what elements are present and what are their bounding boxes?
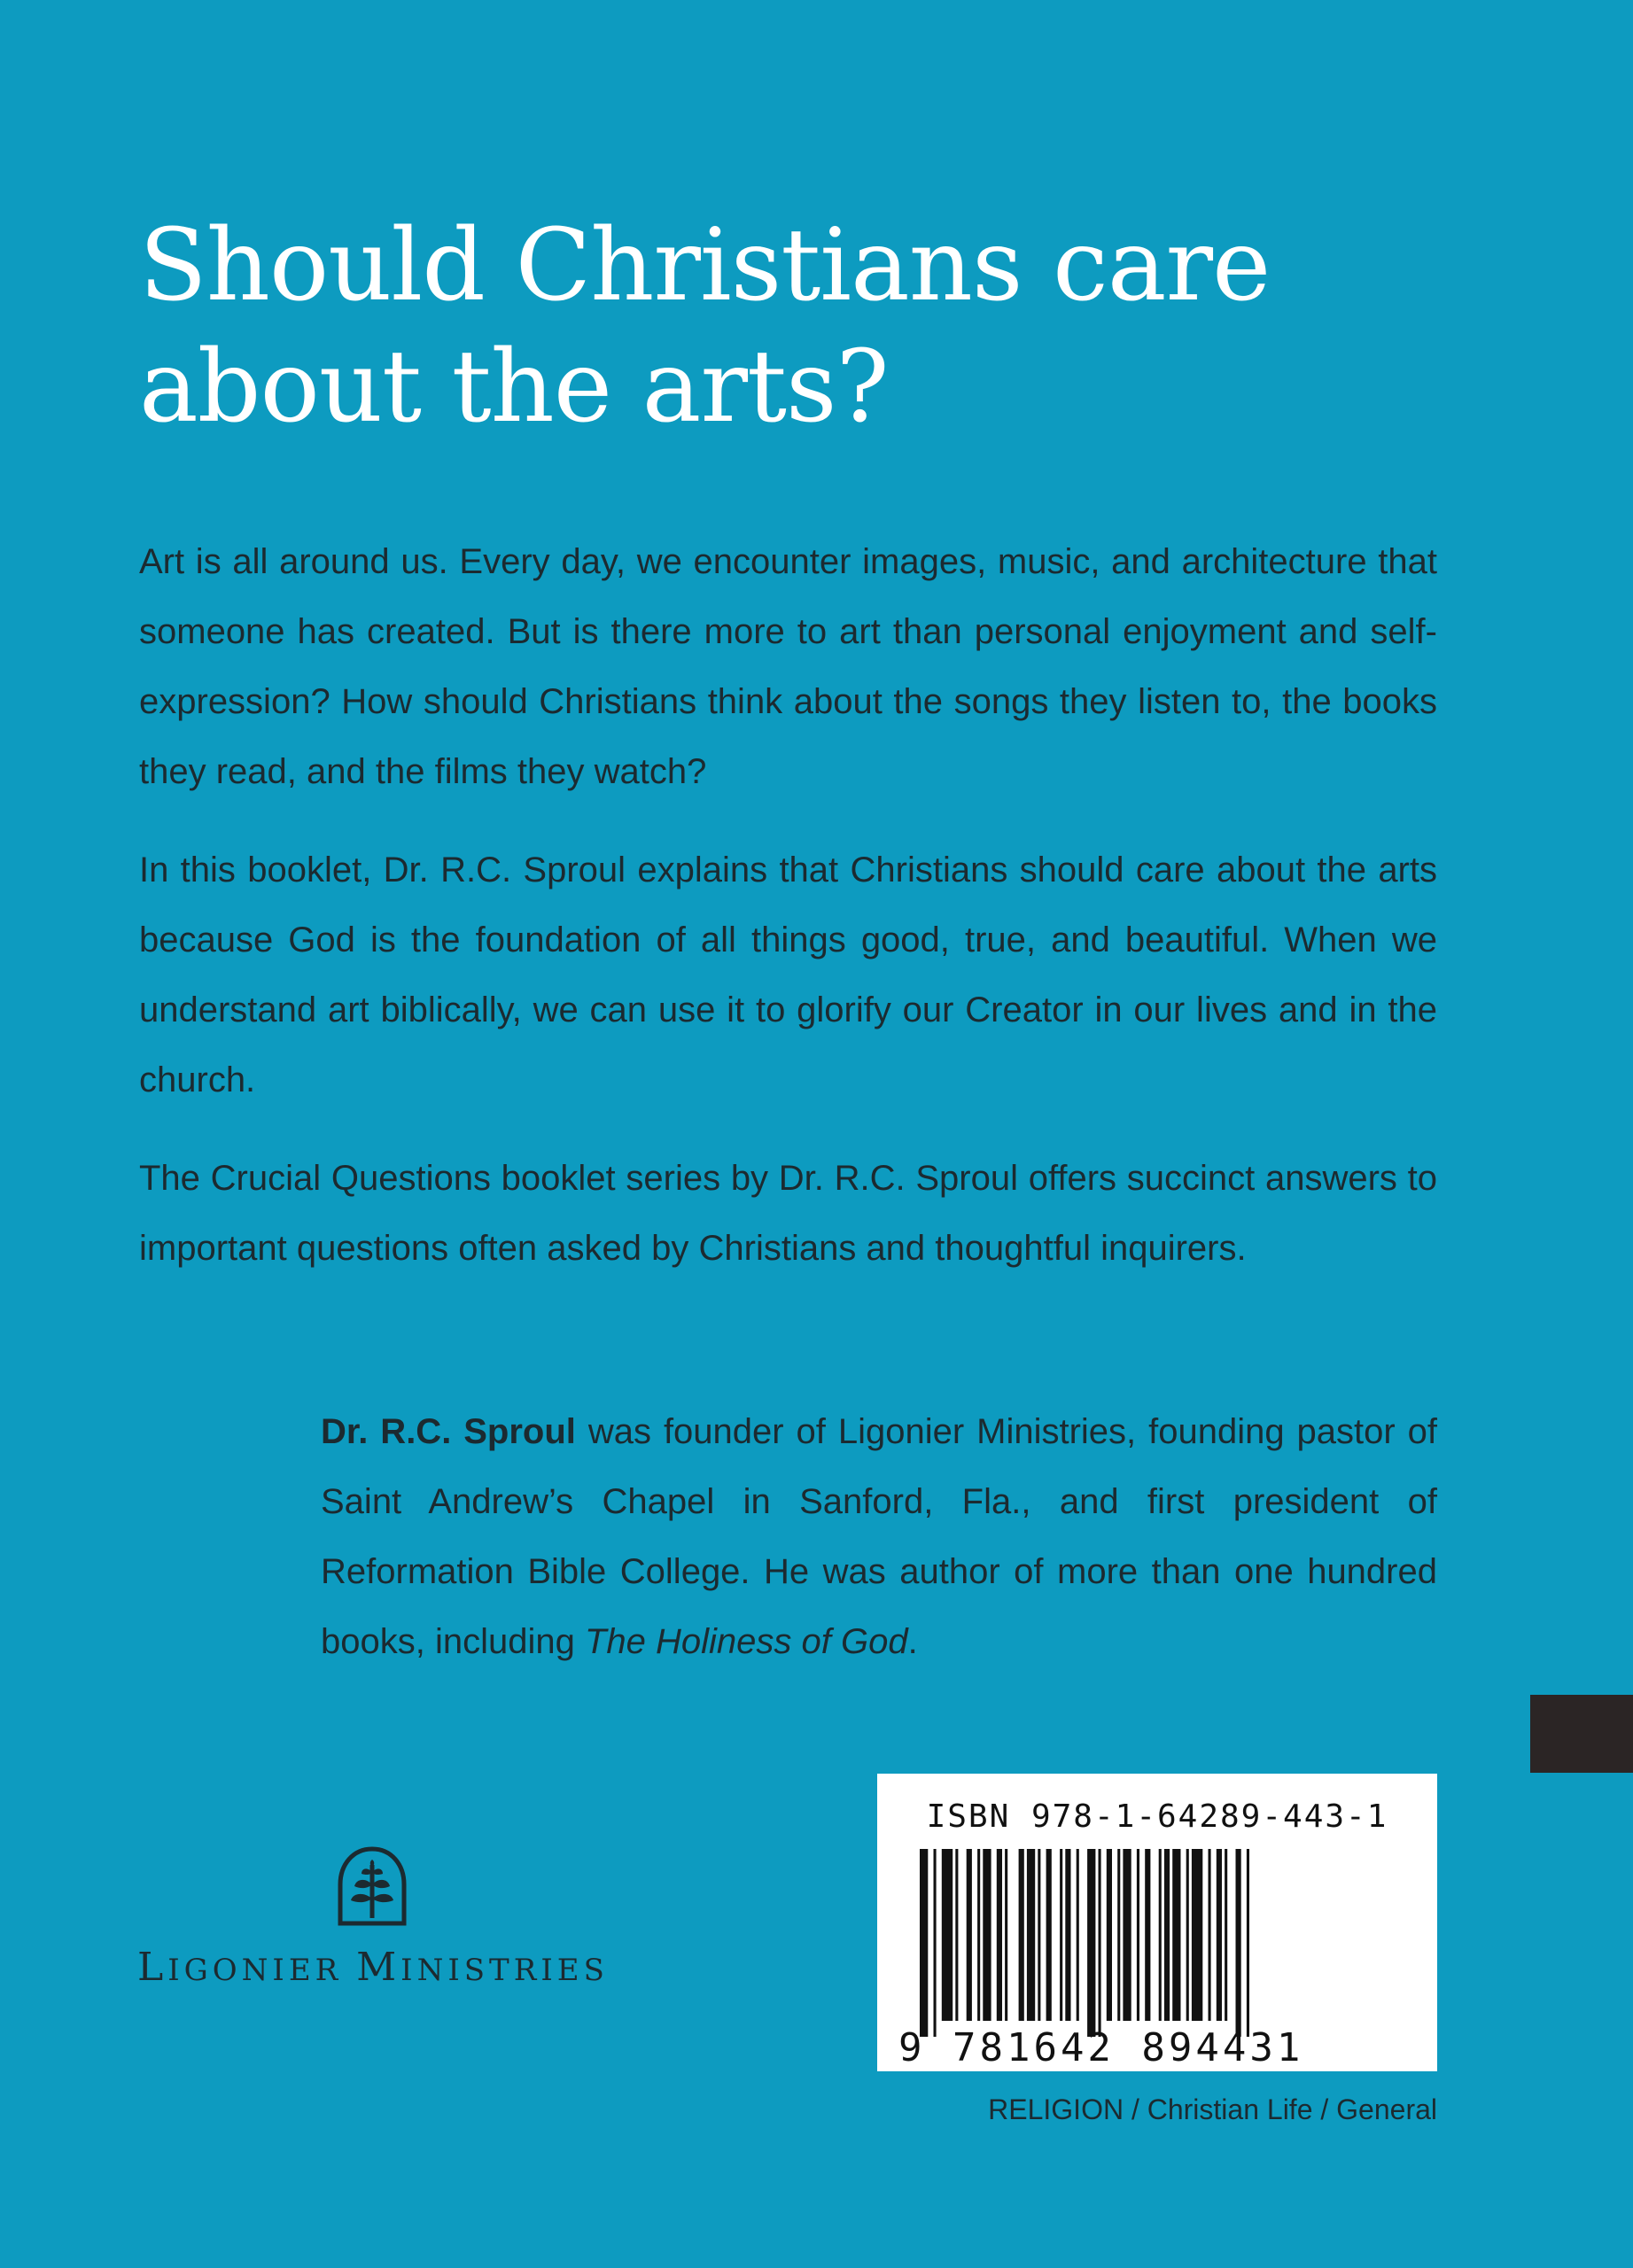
barcode-bar	[1209, 1849, 1211, 2021]
description-paragraph: In this booklet, Dr. R.C. Sproul explains that Christians should care about the arts because God is the foundation of all things good, true, and beautiful. When we understand art biblically, we can use it to glorify our Creator in our lives and in the church.	[139, 850, 1437, 1099]
barcode-bar	[1225, 1849, 1227, 2021]
description-paragraph: Art is all around us. Every day, we encounter images, music, and architecture that someone has created. But is there more to art than personal enjoyment and self-expression? How should Christians think about the songs they listen to, the books they read, and the films they watch?	[139, 542, 1437, 791]
description-paragraph: The Crucial Questions booklet series by Dr. R.C. Sproul offers succinct answers to important questions often asked by Christians and thoughtful inquirers.	[139, 1159, 1437, 1268]
publisher-name	[137, 1945, 642, 1990]
headline-line-2: about the arts?	[139, 330, 889, 445]
book-title: The Holiness of God	[584, 1622, 908, 1661]
barcode-bar	[1099, 1849, 1101, 2037]
barcode-bar	[920, 1849, 928, 2037]
barcode-bar	[1117, 1849, 1120, 2021]
barcode-bar	[1172, 1849, 1180, 2021]
category-label: RELIGION / Christian Life / General	[988, 2093, 1437, 2125]
tree-in-arch-icon	[335, 1845, 409, 1929]
barcode-bar	[977, 1849, 980, 2021]
barcode-bar	[1087, 1849, 1095, 2037]
spine-tab	[1530, 1695, 1633, 1773]
publisher-name-part: IGONIER	[167, 1953, 357, 1988]
barcode-bar	[1038, 1849, 1040, 2021]
barcode-bar	[934, 1849, 937, 2037]
barcode-bar	[1159, 1849, 1162, 2021]
author-name: Dr. R.C. Sproul	[321, 1412, 576, 1451]
barcode-bar	[1077, 1849, 1079, 2021]
barcode-bar	[1060, 1849, 1062, 2021]
barcode-bar	[955, 1849, 958, 2021]
headline-line-1: Should Christians care	[139, 208, 1271, 323]
barcode-bar	[1164, 1849, 1170, 2021]
publisher-logo	[137, 1845, 642, 1990]
description	[139, 527, 1437, 1312]
barcode-bar	[1236, 1849, 1241, 2037]
barcode-bar	[1145, 1849, 1150, 2021]
barcode-bars	[877, 1849, 1437, 2037]
publisher-name-initial: M	[356, 1945, 401, 1990]
publisher-name-initial: L	[137, 1945, 168, 1990]
author-bio	[321, 1397, 1437, 1677]
barcode-digits: 9 781642 894431	[898, 2025, 1304, 2070]
barcode-bar	[1192, 1849, 1202, 2021]
author-bio-end: .	[907, 1622, 918, 1661]
barcode-bar	[1065, 1849, 1070, 2021]
barcode-bar	[1137, 1849, 1139, 2021]
barcode-bar	[1046, 1849, 1052, 2021]
barcode-bar	[1247, 1849, 1249, 2037]
headline	[139, 206, 1424, 448]
barcode-bar	[1005, 1849, 1007, 2021]
barcode-bar	[997, 1849, 1002, 2021]
barcode-bar	[942, 1849, 953, 2021]
barcode-bar	[1107, 1849, 1112, 2021]
author-bio-text: was founder of Ligonier Ministries, founding pastor of Saint Andrew’s Chapel in Sanford, Fla., and first president of Reformation Bible College. He was author of more than one hundred books, including	[321, 1412, 1437, 1661]
publisher-name-part: INISTRIES	[400, 1953, 609, 1988]
barcode-bar	[1019, 1849, 1024, 2021]
barcode-bar	[1186, 1849, 1189, 2021]
barcode	[877, 1774, 1437, 2071]
barcode-bar	[1027, 1849, 1035, 2021]
isbn-label: ISBN 978-1-64289-443-1	[926, 1798, 1388, 1835]
barcode-bar	[983, 1849, 991, 2021]
barcode-bar	[967, 1849, 972, 2021]
barcode-bar	[1217, 1849, 1222, 2021]
barcode-bar	[1123, 1849, 1131, 2021]
